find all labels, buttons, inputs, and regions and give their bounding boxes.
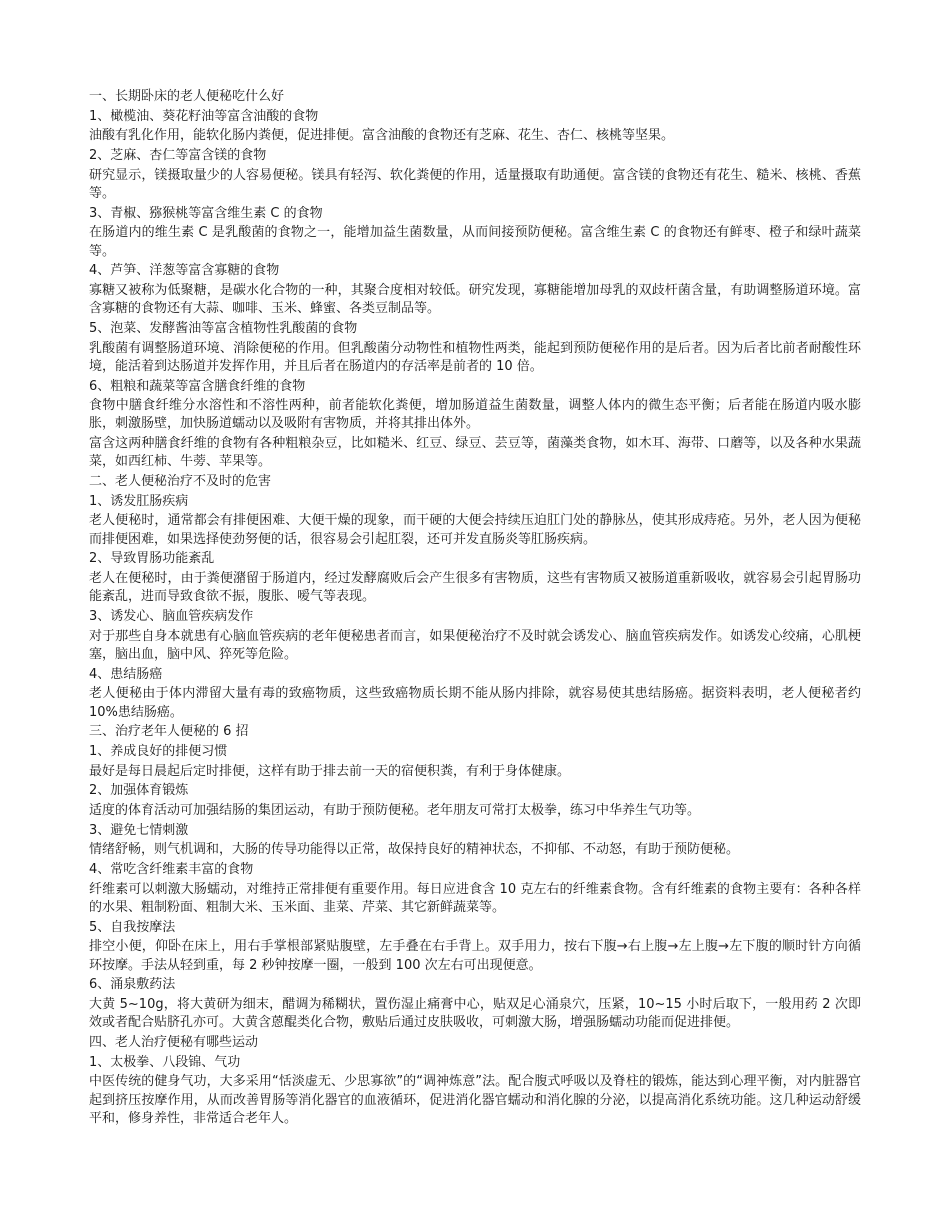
section-heading: 4、芦笋、洋葱等富含寡糖的食物 [89, 263, 280, 279]
section-heading: 2、加强体育锻炼 [89, 783, 189, 799]
section-heading: 四、老人治疗便秘有哪些运动 [89, 1034, 259, 1050]
paragraph: 最好是每日晨起后定时排便，这样有助于排去前一天的宿便积粪，有利于身体健康。 [89, 763, 571, 779]
section-heading: 3、青椒、猕猴桃等富含维生素 C 的食物 [89, 205, 323, 221]
section-heading: 1、诱发肛肠疾病 [89, 493, 189, 509]
paragraph: 大黄 5~10g，将大黄研为细末，醋调为稀糊状，置伤湿止痛膏中心，贴双足心涌泉穴，压紧，10~15 小时后取下，一般用药 2 次即效或者配合贴脐孔亦可。大黄含蒽醌类化合物，敷贴后通过皮肤吸收，可刺激大肠，增强肠蠕动功能而促进排便。 [89, 997, 861, 1031]
paragraph: 排空小便，仰卧在床上，用右手掌根部紧贴腹壁，左手叠在右手背上。双手用力，按右下腹→右上腹→左上腹→左下腹的顺时针方向循环按摩。手法从轻到重，每 2 秒钟按摩一圈，一般到 100 次左右可出现便意。 [89, 939, 861, 973]
paragraph: 中医传统的健身气功，大多采用“恬淡虚无、少思寡欲”的“调神炼意”法。配合腹式呼吸以及脊柱的锻炼，能达到心理平衡，对内脏器官起到挤压按摩作用，从而改善胃肠等消化器官的血液循环，促进消化器官蠕动和消化腺的分泌，以提高消化系统功能。这几种运动舒缓平和，修身养性，非常适合老年人。 [89, 1074, 861, 1126]
section-heading: 6、粗粮和蔬菜等富含膳食纤维的食物 [89, 378, 306, 394]
paragraph: 寡糖又被称为低聚糖，是碳水化合物的一种，其聚合度相对较低。研究发现，寡糖能增加母乳的双歧杆菌含量，有助调整肠道环境。富含寡糖的食物还有大蒜、咖啡、玉米、蜂蜜、各类豆制品等。 [89, 283, 861, 317]
paragraph: 纤维素可以刺激大肠蠕动，对维持正常排便有重要作用。每日应进食含 10 克左右的纤维素食物。含有纤维素的食物主要有：各种各样的水果、粗制粉面、粗制大米、玉米面、韭菜、芹菜、其它新鲜蔬菜等。 [89, 881, 861, 916]
section-heading: 三、治疗老年人便秘的 6 招 [89, 724, 249, 740]
paragraph: 老人便秘时，通常都会有排便困难、大便干燥的现象，而干硬的大便会持续压迫肛门处的静脉丛，使其形成痔疮。另外，老人因为便秘而排便困难，如果选择使劲努便的话，很容易会引起肛裂，还可并发直肠炎等肛肠疾病。 [89, 513, 861, 547]
section-heading: 1、橄榄油、葵花籽油等富含油酸的食物 [89, 108, 319, 124]
paragraph: 食物中膳食纤维分水溶性和不溶性两种，前者能软化粪便，增加肠道益生菌数量，调整人体内的微生态平衡；后者能在肠道内吸水膨胀，刺激肠壁，加快肠道蠕动以及吸附有害物质，并将其排出体外。 [89, 398, 861, 432]
paragraph: 乳酸菌有调整肠道环境、消除便秘的作用。但乳酸菌分动物性和植物性两类，能起到预防便秘作用的是后者。因为后者比前者耐酸性环境，能活着到达肠道并发挥作用，并且后者在肠道内的存活率是前者的 10 倍。 [89, 340, 861, 374]
paragraph: 老人便秘由于体内滞留大量有毒的致癌物质，这些致癌物质长期不能从肠内排除，就容易使其患结肠癌。据资料表明，老人便秘者约 10%患结肠癌。 [89, 686, 861, 720]
section-heading: 4、常吃含纤维素丰富的食物 [89, 862, 254, 878]
paragraph: 情绪舒畅，则气机调和，大肠的传导功能得以正常，故保持良好的精神状态，不抑郁、不动怒，有助于预防便秘。 [89, 842, 740, 858]
section-heading: 3、避免七情刺激 [89, 822, 189, 838]
paragraph: 油酸有乳化作用，能软化肠内粪便，促进排便。富含油酸的食物还有芝麻、花生、杏仁、核桃等坚果。 [89, 128, 675, 144]
paragraph: 富含这两种膳食纤维的食物有各种粗粮杂豆，比如糙米、红豆、绿豆、芸豆等，菌藻类食物，如木耳、海带、口蘑等，以及各种水果蔬菜，如西红柿、牛蒡、苹果等。 [89, 436, 861, 470]
paragraph: 老人在便秘时，由于粪便潴留于肠道内，经过发酵腐败后会产生很多有害物质，这些有害物质又被肠道重新吸收，就容易会引起胃肠功能紊乱，进而导致食欲不振，腹胀、嗳气等表现。 [89, 571, 861, 605]
section-heading: 二、老人便秘治疗不及时的危害 [89, 474, 272, 490]
section-heading: 1、太极拳、八段锦、气功 [89, 1054, 241, 1070]
paragraph: 对于那些自身本就患有心脑血管疾病的老年便秘患者而言，如果便秘治疗不及时就会诱发心、脑血管疾病发作。如诱发心绞痛，心肌梗塞，脑出血，脑中风、猝死等危险。 [89, 628, 861, 662]
section-heading: 2、芝麻、杏仁等富含镁的食物 [89, 148, 267, 164]
section-heading: 一、长期卧床的老人便秘吃什么好 [89, 89, 285, 104]
paragraph: 研究显示，镁摄取量少的人容易便秘。镁具有轻泻、软化粪便的作用，适量摄取有助通便。富含镁的食物还有花生、糙米、核桃、香蕉等。 [89, 167, 861, 202]
paragraph: 在肠道内的维生素 C 是乳酸菌的食物之一，能增加益生菌数量，从而间接预防便秘。富含维生素 C 的食物还有鲜枣、橙子和绿叶蔬菜等。 [89, 225, 861, 259]
section-heading: 5、泡菜、发酵酱油等富含植物性乳酸菌的食物 [89, 320, 358, 336]
section-heading: 1、养成良好的排便习惯 [89, 743, 228, 759]
section-heading: 3、诱发心、脑血管疾病发作 [89, 608, 254, 624]
paragraph: 适度的体育活动可加强结肠的集团运动，有助于预防便秘。老年朋友可常打太极拳，练习中华养生气功等。 [89, 803, 701, 819]
section-heading: 6、涌泉敷药法 [89, 977, 176, 993]
document-body [89, 88, 861, 1129]
section-heading: 5、自我按摩法 [89, 919, 176, 935]
section-heading: 2、导致胃肠功能紊乱 [89, 551, 215, 567]
section-heading: 4、患结肠癌 [89, 666, 163, 682]
